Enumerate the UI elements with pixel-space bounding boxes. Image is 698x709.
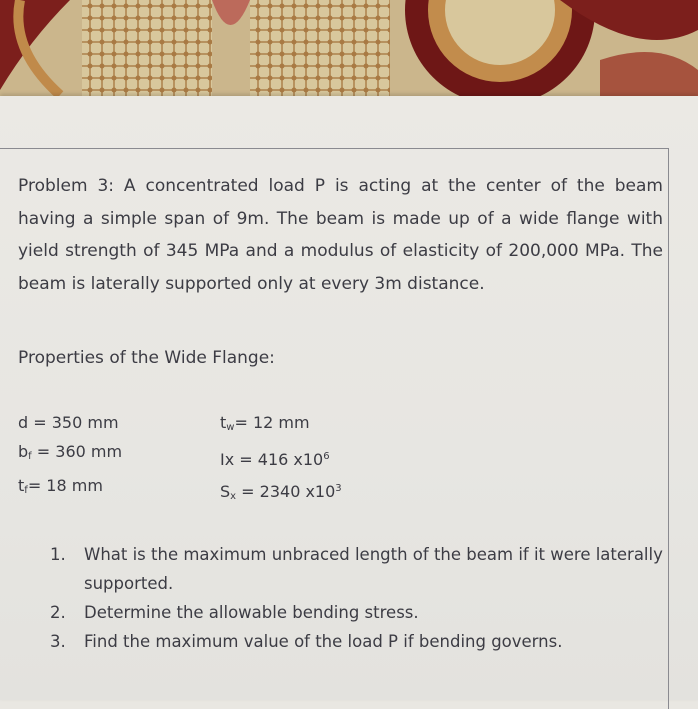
property-tw: $t_w= 12$ mm — [220, 413, 310, 433]
question-number: 1. — [50, 545, 66, 564]
question-item — [50, 627, 665, 656]
question-number: 2. — [50, 603, 66, 622]
property-d: d = 350 mm — [18, 413, 119, 432]
problem-text: Problem 3: A concentrated load P is acting at the center of the beam having a simple span of 9m. The beam is made up of a wide flange with yield strength of 345 MPa and a modulus of elasticity of 200,000 MPa. The beam is laterally supported only at every 3m distance. — [18, 176, 663, 294]
property-sx: $S_x = 2340$ $x10^3$ — [220, 482, 342, 502]
question-list — [50, 540, 665, 656]
properties-heading: Properties of the Wide Flange: — [18, 348, 275, 368]
problem-statement — [18, 170, 663, 300]
question-item — [50, 598, 665, 627]
property-bf: $b_f = 360$ mm — [18, 442, 123, 462]
question-item — [50, 540, 665, 598]
property-ix: Ix = 416 $x10^6$ — [220, 450, 330, 469]
property-tf: $t_f= 18$ mm — [18, 476, 103, 496]
question-text: Determine the allowable bending stress. — [84, 603, 419, 622]
properties-column-left — [18, 408, 122, 505]
properties-column-right — [220, 408, 342, 511]
question-text: What is the maximum unbraced length of the beam if it were laterally supported. — [84, 545, 663, 593]
question-number: 3. — [50, 632, 66, 651]
question-text: Find the maximum value of the load P if bending governs. — [84, 632, 563, 651]
